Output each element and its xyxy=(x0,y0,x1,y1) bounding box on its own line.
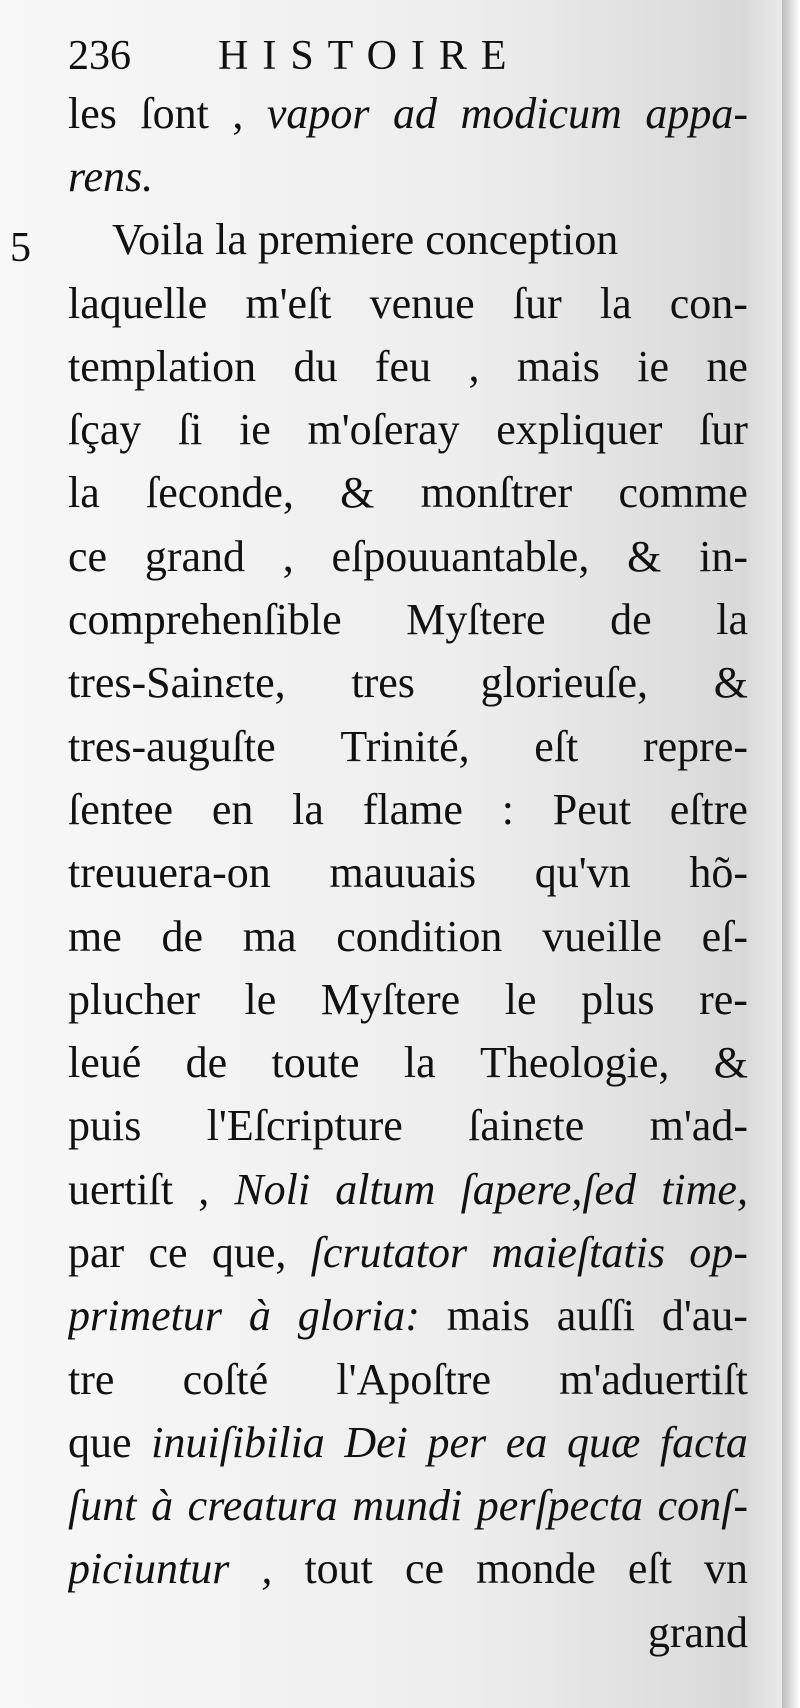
word: m'eſt xyxy=(245,278,332,328)
text-line xyxy=(68,1095,748,1158)
word: templation xyxy=(68,341,257,391)
word: mauuais xyxy=(329,848,477,898)
word: le xyxy=(244,974,277,1024)
word: condition xyxy=(336,911,503,961)
word: vueille xyxy=(542,911,662,961)
word: hõ- xyxy=(689,848,748,898)
word: eſ- xyxy=(701,911,748,961)
word: expliquer xyxy=(496,405,663,455)
text-line xyxy=(68,525,748,588)
word: repre- xyxy=(642,721,748,771)
text-line xyxy=(68,588,748,651)
word: vapor xyxy=(266,88,370,138)
word: , xyxy=(198,1164,210,1214)
word: feu xyxy=(374,341,432,391)
word: ſur xyxy=(512,278,562,328)
word: appa- xyxy=(645,88,748,138)
word: Theologie, xyxy=(480,1038,670,1088)
word: & xyxy=(340,468,375,518)
word: monde xyxy=(476,1544,596,1594)
word: la xyxy=(292,784,324,834)
word: Myſtere xyxy=(406,595,546,645)
word: re- xyxy=(699,974,748,1024)
word: auſſi xyxy=(556,1291,635,1341)
word: m'oſeray xyxy=(307,405,460,455)
word: op- xyxy=(689,1227,748,1277)
text-line xyxy=(68,1411,748,1474)
word: la xyxy=(68,468,100,518)
word: tres-auguſte xyxy=(68,721,276,771)
page-title: HISTOIRE xyxy=(218,33,521,79)
word: , xyxy=(261,1544,273,1594)
word: & xyxy=(713,658,748,708)
word: qu'vn xyxy=(534,848,631,898)
word: leué xyxy=(68,1038,142,1088)
word: l'Eſcripture xyxy=(206,1101,403,1151)
word: ce xyxy=(404,1544,445,1594)
word: rens. xyxy=(68,151,154,201)
word: le xyxy=(504,974,537,1024)
word: primetur xyxy=(68,1291,222,1341)
page-edge xyxy=(782,0,800,1708)
word: venue xyxy=(369,278,475,328)
word: ma xyxy=(242,911,297,961)
word: eſt xyxy=(627,1544,672,1594)
word: grand xyxy=(144,531,246,581)
word: monſtrer xyxy=(420,468,573,518)
word: ce xyxy=(68,531,108,581)
word: comme xyxy=(618,468,748,518)
text-line xyxy=(68,82,748,145)
text-line xyxy=(68,398,748,461)
text-line xyxy=(68,1221,748,1284)
word: ſainɛte xyxy=(468,1101,585,1151)
word: ea xyxy=(505,1417,548,1467)
word: modicum xyxy=(460,88,622,138)
word: piciuntur xyxy=(68,1544,230,1594)
word: la xyxy=(215,215,247,265)
word: ce xyxy=(148,1227,188,1277)
word: vn xyxy=(703,1544,748,1594)
word: ie xyxy=(239,405,271,455)
text-line xyxy=(68,652,748,715)
word: coſté xyxy=(182,1354,269,1404)
word: , xyxy=(232,88,244,138)
text-line xyxy=(68,335,748,398)
word: ſunt xyxy=(68,1481,137,1531)
word: ſapere,ſed xyxy=(460,1164,637,1214)
word: ſçay xyxy=(68,405,142,455)
text-line xyxy=(68,905,748,968)
word: la xyxy=(599,278,632,328)
word: ſentee xyxy=(68,784,174,834)
word: tout xyxy=(304,1544,373,1594)
word: de xyxy=(161,911,204,961)
text-line xyxy=(68,145,748,208)
word: gloria: xyxy=(297,1291,420,1341)
word: in- xyxy=(699,531,748,581)
text-line xyxy=(68,209,748,272)
word: & xyxy=(713,1038,748,1088)
running-head xyxy=(68,32,521,80)
word: à xyxy=(248,1291,271,1341)
word: à xyxy=(151,1481,174,1531)
word: con- xyxy=(669,278,748,328)
word: uertiſt xyxy=(68,1164,174,1214)
text-line xyxy=(68,778,748,841)
word: perſpecta xyxy=(476,1481,643,1531)
word: facta xyxy=(659,1417,748,1467)
word: tres xyxy=(351,658,415,708)
word: ie xyxy=(637,341,670,391)
word: & xyxy=(627,531,662,581)
word: conſ- xyxy=(657,1481,748,1531)
word: ſont xyxy=(140,88,209,138)
word: plucher xyxy=(68,974,200,1024)
word: flame xyxy=(362,784,463,834)
word: que xyxy=(68,1417,132,1467)
word: eſpouuantable, xyxy=(331,531,590,581)
word: m'ad- xyxy=(649,1101,748,1151)
word: Trinité, xyxy=(340,721,470,771)
word: plus xyxy=(581,974,655,1024)
word: mais xyxy=(516,341,600,391)
word: eſtre xyxy=(669,784,748,834)
word: toute xyxy=(271,1038,360,1088)
word: treuuera-on xyxy=(68,848,271,898)
word: me xyxy=(68,911,122,961)
word: Noli xyxy=(234,1164,311,1214)
word: , xyxy=(468,341,480,391)
margin-number: 5 xyxy=(10,225,31,271)
word: ſi xyxy=(177,405,203,455)
word: Dei xyxy=(344,1417,408,1467)
word: de xyxy=(185,1038,228,1088)
word: maieſtatis xyxy=(491,1227,665,1277)
word: ſeconde, xyxy=(146,468,294,518)
word: tres-Sainɛte, xyxy=(68,658,286,708)
word: , xyxy=(282,531,294,581)
word: Myſtere xyxy=(320,974,461,1024)
text-line xyxy=(68,842,748,905)
word: ne xyxy=(706,341,748,391)
word: du xyxy=(293,341,338,391)
word: puis xyxy=(68,1101,142,1151)
text-line xyxy=(68,968,748,1031)
word: creatura xyxy=(187,1481,338,1531)
word: que, xyxy=(211,1227,287,1277)
word: en xyxy=(211,784,254,834)
word: per xyxy=(427,1417,487,1467)
word: les xyxy=(68,88,117,138)
text-line xyxy=(68,462,748,525)
text-line xyxy=(68,272,748,335)
word: tre xyxy=(68,1354,115,1404)
text-line xyxy=(68,1348,748,1411)
word: altum xyxy=(335,1164,436,1214)
text-line xyxy=(68,715,748,778)
text-body xyxy=(68,82,748,1664)
word: laquelle xyxy=(68,278,208,328)
word: conception xyxy=(425,215,619,265)
text-line xyxy=(68,1031,748,1094)
word: d'au- xyxy=(661,1291,748,1341)
text-line xyxy=(68,1158,748,1221)
word: : xyxy=(501,784,514,834)
word: mais xyxy=(446,1291,530,1341)
page-number: 236 xyxy=(68,33,131,79)
word: grand xyxy=(647,1607,748,1657)
word: inuiſibilia xyxy=(151,1417,325,1467)
text-line xyxy=(68,1538,748,1601)
word: Voila xyxy=(112,215,205,265)
word: ſur xyxy=(699,405,748,455)
word: de xyxy=(610,595,652,645)
word: l'Apoſtre xyxy=(336,1354,491,1404)
text-line xyxy=(68,1285,748,1348)
word: ad xyxy=(393,88,437,138)
word: Peut xyxy=(552,784,631,834)
word: quæ xyxy=(566,1417,641,1467)
word: par xyxy=(68,1227,125,1277)
word: la xyxy=(716,595,748,645)
word: ſcrutator xyxy=(310,1227,468,1277)
word: time, xyxy=(661,1164,748,1214)
word: la xyxy=(403,1038,436,1088)
word: mundi xyxy=(352,1481,463,1531)
word: premiere xyxy=(257,215,415,265)
word: comprehenſible xyxy=(68,595,342,645)
word: glorieuſe, xyxy=(480,658,649,708)
word: m'aduertiſt xyxy=(559,1354,748,1404)
text-line xyxy=(68,1475,748,1538)
text-line xyxy=(68,1601,748,1664)
word: eſt xyxy=(534,721,579,771)
